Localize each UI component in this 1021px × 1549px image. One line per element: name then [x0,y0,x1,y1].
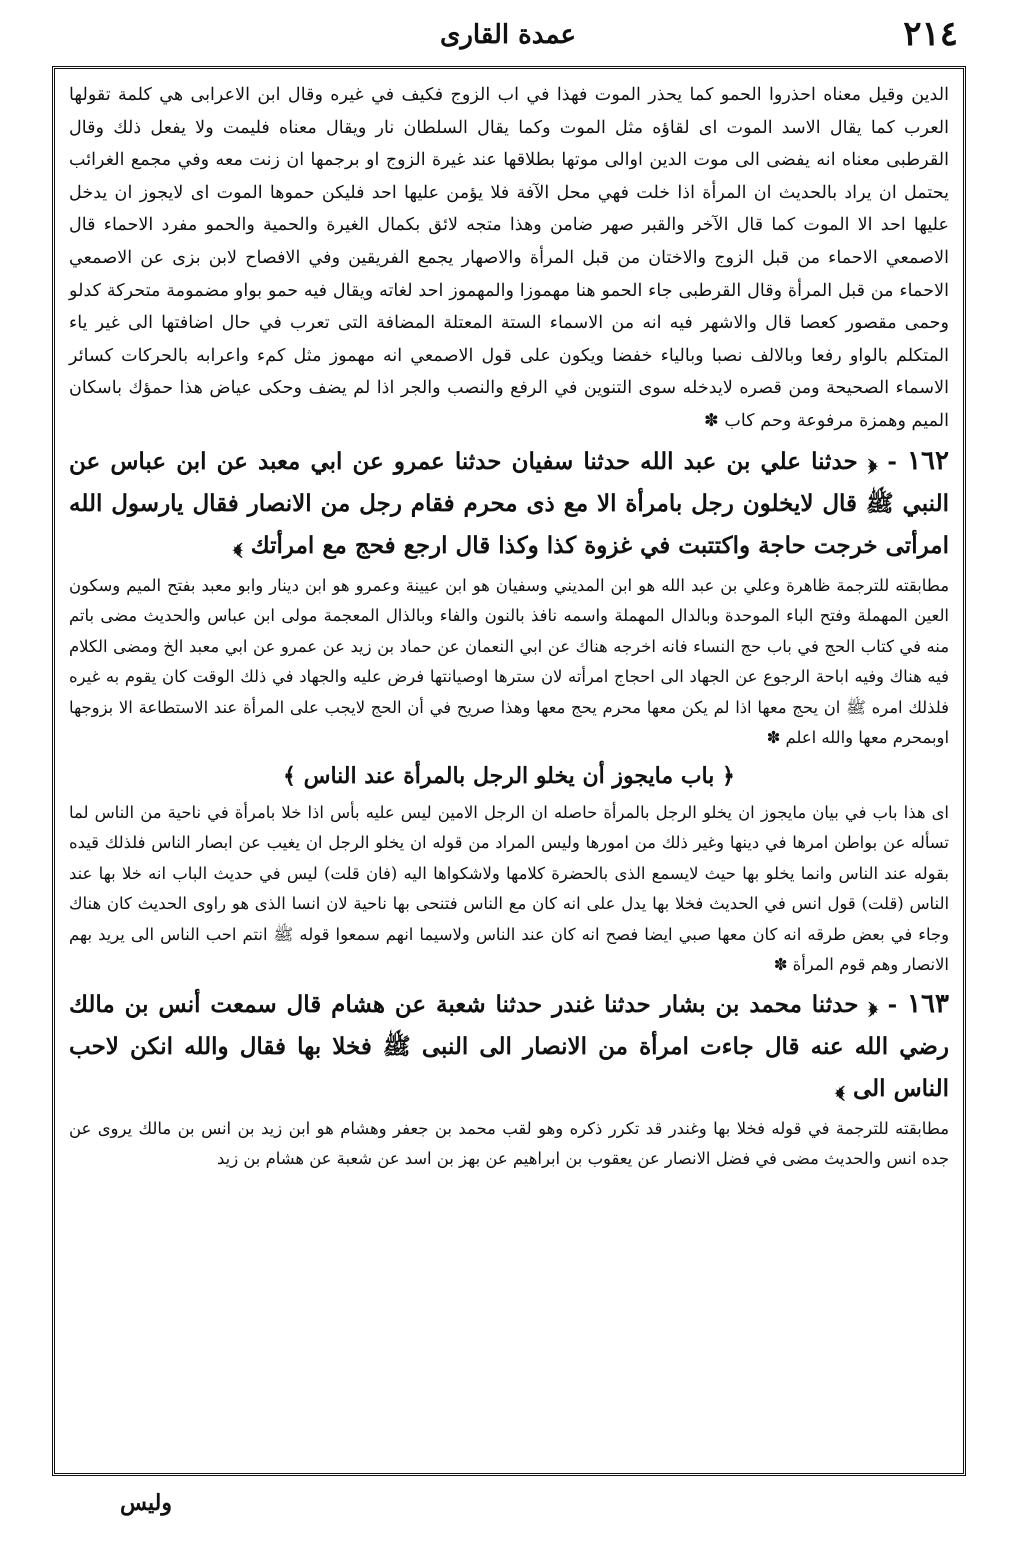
hadith-162-commentary: مطابقته للترجمة ظاهرة وعلي بن عبد الله هو ابن المديني وسفيان هو ابن عيينة وعمرو هو ابن دينار وابو معبد بفتح الميم وسكون العين المهملة وفتح الباء الموحدة وبالدال المهملة واسمه نافذ بالنون والفاء وبالذال المعجمة مولى ابن عباس والحديث مضى باتم منه في كتاب الحج في باب حج النساء فانه اخرجه هناك عن ابي النعمان عن حماد بن زيد عن عمرو عن ابي معبد الخ ومضى الكلام فيه هناك وفيه اباحة الرجوع عن الجهاد الى احجاج امرأته لان سترها اوصيانتها فرض عليه والجهاد في ذلك الوقت كان يقوم به غيره فلذلك امره ﷺ ان يحج معها اذا لم يكن معها محرم يحج معها وهذا صريح في أن الحج لايجب على المرأة عند الاستطاعة الا بزوجها اوبمحرم معها والله اعلم ✽ [69,575,949,748]
hadith-162 [69,440,949,567]
hadith-text: حدثنا علي بن عبد الله حدثنا سفيان حدثنا عمرو عن ابي معبد عن ابن عباس عن النبي ﷺ قال لايخلون رجل بامرأة الا مع ذی محرم فقام رجل من الانصار فقال يارسول الله امرأتی خرجت حاجة واكتتبت في غزوة كذا وكذا قال ارجع فحج مع امرأتك [69,447,949,559]
hadith-text: حدثنا محمد بن بشار حدثنا غندر حدثنا شعبة عن هشام قال سمعت أنس بن مالك رضي الله عنه قال جاءت امرأة من الانصار الى النبی ﷺ فخلا بها فقال والله انكن لاحب الناس الی [69,990,949,1102]
chapter-commentary: ای هذا باب في بيان مايجوز ان يخلو الرجل بالمرأة حاصله ان الرجل الامين ليس عليه بأس اذا خلا بامرأة في ناحية من الناس لما تسأله عن بواطن امرها في دينها وغير ذلك من امورها وليس المراد من قوله ان يخلو الرجل ان يغيب عن ابصار الناس فلذلك قيده بقوله عند الناس وانما يخلو بها حيث لايسمع الذی بالحضرة كلامها ولاشكواها اليه (فان قلت) ليس في حديث الباب انه خلا بها عند الناس (قلت) قول انس في الحديث فخلا بها يدل على انه كان مع الناس فتنحى بها ناحية لان انسا الذی هو راوی الحديث كان هناك وجاء في بعض طرقه انه كان معها صبي ايضا فصح انه كان عند الناس ولاسيما انهم سمعوا قوله ﷺ انتم احب الناس الی يريد بهم الانصار وهم قوم المرأة ✽ [69,802,949,975]
page-body [69,79,949,1465]
commentary-paragraph: الدين وقيل معناه احذروا الحمو كما يحذر الموت فهذا في اب الزوج فكيف في غيره وقال ابن الاعرابی هي كلمة تقولها العرب كما يقال الاسد الموت ای لقاؤه مثل الموت وكما يقال السلطان نار ويقال معناه فليمت ولا يفعل ذلك وقال القرطبی معناه انه يفضی الی موت الدين اوالی موتها بطلاقها عند غيرة الزوج او برجمها ان زنت معه وفي مجمع الغرائب يحتمل ان يراد بالحديث ان المرأة اذا خلت فهي محل الآفة فلا يؤمن عليها احد فليكن حموها الموت ای لايجوز ان يدخل عليها احد الا الموت كما قال الآخر والقبر صهر ضامن وهذا متجه لائق بكمال الغيرة والحمية والحمو مفرد الاحماء قال الاصمعي الاحماء من قبل الزوج والاختان من قبل المرأة والاصهار يجمع الفريقين وفي الافصاح لابن بزی عن الاصمعي الاحماء من قبل المرأة وقال القرطبی جاء الحمو هنا مهموزا والمهموز احد لغاته ويقال فيه حمو بواو مضمومة متحركة كدلو وحمی مقصور كعصا قال والاشهر فيه انه من الاسماء الستة المعتلة المضافة التی تعرب في حال اضافتها الی غير ياء المتكلم بالواو رفعا وبالالف نصبا وبالياء خفضا ويكون على قول الاصمعي انه مهموز مثل كمء واعرابه بالحركات كسائر الاسماء الصحيحة ومن قصره لايدخله سوى التنوين في الرفع والنصب والجر اذا لم يضف وحكى عياض هذا حمؤك باسكان الميم وهمزة مرفوعة وحم كاب ✽ [69,85,949,431]
hadith-close: ﴾ [233,531,243,559]
hadith-separator: - ﴿ [857,447,897,475]
page-header [58,14,958,60]
hadith-163-commentary: مطابقته للترجمة في قوله فخلا بها وغندر قد تكرر ذكره وهو لقب محمد بن جعفر وهشام هو ابن زيد بن انس بن مالك يروی عن جده انس والحديث مضى في فضل الانصار عن يعقوب بن ابراهيم عن بهز بن اسد عن شعبة عن هشام بن زيد [69,1118,949,1169]
hadith-number: ١٦٢ [907,445,949,476]
hadith-163 [69,983,949,1110]
text-frame [52,66,966,1476]
hadith-close: ﴾ [835,1074,845,1102]
hadith-separator: - ﴿ [858,990,898,1018]
book-title: عمدة القاری [440,20,576,50]
chapter-title: باب مايجوز أن يخلو الرجل بالمرأة عند الناس [303,762,715,789]
hadith-number: ١٦٣ [907,988,949,1019]
chapter-heading: ﴿ باب مايجوز أن يخلو الرجل بالمرأة عند الناس ﴾ [283,762,735,789]
page-number: ٢١٤ [903,14,958,54]
catchword: وليس [120,1490,173,1516]
